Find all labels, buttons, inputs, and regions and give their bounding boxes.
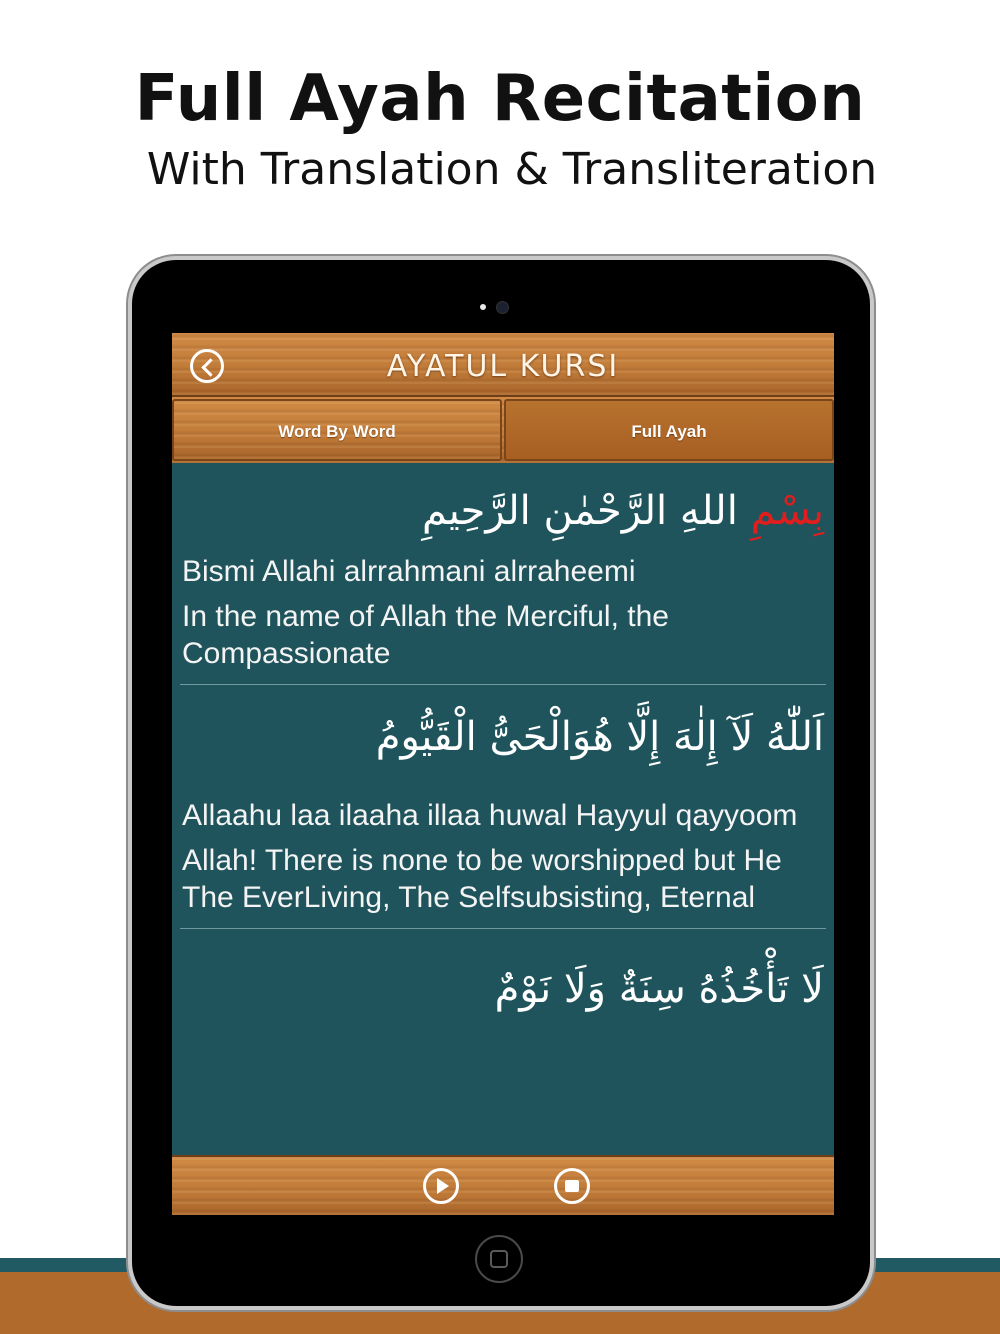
verse-item xyxy=(172,929,834,1019)
tablet-frame xyxy=(132,260,870,1306)
transliteration-text: Bismi Allahi alrrahmani alrraheemi xyxy=(182,555,636,588)
book-icon xyxy=(565,1180,579,1192)
promo-subline: With Translation & Transliteration xyxy=(146,144,878,195)
promo-headline: Full Ayah Recitation xyxy=(134,62,866,136)
translation-text: Allah! There is none to be worshipped but He The EverLiving, The Selfsubsisting, Eternal xyxy=(182,844,782,914)
play-button[interactable] xyxy=(423,1168,459,1204)
verse-item xyxy=(172,463,834,685)
translation-text: In the name of Allah the Merciful, the Compassionate xyxy=(182,600,669,670)
arabic-rest: اللهِ الرَّحْمٰنِ الرَّحِيمِ xyxy=(421,488,751,534)
app-screen xyxy=(172,333,834,1215)
tab-bar xyxy=(172,397,834,463)
sensor-dot xyxy=(480,304,486,310)
home-square-icon xyxy=(490,1250,508,1268)
book-button[interactable] xyxy=(554,1168,590,1204)
arabic-text xyxy=(180,481,826,541)
home-button[interactable] xyxy=(475,1235,523,1283)
tab-word-by-word[interactable]: Word By Word xyxy=(172,399,502,461)
tab-full-ayah[interactable]: Full Ayah xyxy=(504,399,834,461)
page-title: AYATUL KURSI xyxy=(386,349,620,384)
arabic-text: لَا تَأْخُذُهُ سِنَةٌ وَلَا نَوْمٌ xyxy=(494,966,824,1012)
camera-icon xyxy=(496,301,509,314)
arabic-highlight: بِسْمِ xyxy=(750,488,824,534)
app-header xyxy=(172,333,834,397)
player-controls xyxy=(172,1155,834,1215)
transliteration-text: Allaahu laa ilaaha illaa huwal Hayyul qayyoom xyxy=(182,799,798,832)
verse-item xyxy=(172,685,834,929)
verse-list[interactable] xyxy=(172,463,834,1155)
arabic-text: اَللّٰهُ لَآ إِلٰهَ إِلَّا هُوَالْحَىُّ الْقَيُّومُ xyxy=(375,714,824,760)
play-icon xyxy=(437,1178,449,1194)
